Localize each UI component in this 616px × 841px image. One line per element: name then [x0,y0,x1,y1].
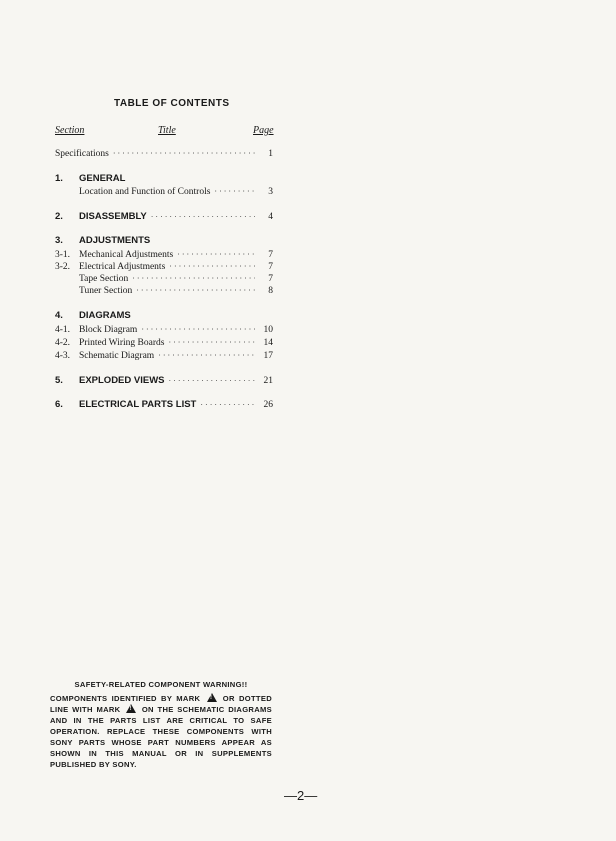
section-label: ELECTRICAL PARTS LIST [79,399,197,410]
entry-number: 3-2. [55,262,71,272]
entry-page: 1 [268,149,273,159]
entry-label: Printed Wiring Boards [79,338,165,348]
dot-leader [158,351,255,360]
entry-page: 26 [263,400,273,410]
dot-leader [136,286,255,295]
dot-leader [168,338,255,347]
warning-title: SAFETY-RELATED COMPONENT WARNING!! [74,680,248,689]
section-label: ADJUSTMENTS [79,235,151,246]
entry-page: 3 [268,187,273,197]
page-number: —2— [284,788,318,803]
toc-entry-block-diagram[interactable] [55,325,273,339]
warning-text-part2: OR DOTTED LINE WITH MARK [50,694,272,714]
dot-leader [151,212,255,221]
warning-text-part1: COMPONENTS IDENTIFIED BY MARK [50,694,201,703]
toc-title: TABLE OF CONTENTS [114,98,230,109]
safety-warning [50,679,272,770]
page-column-header: Page [253,125,274,136]
entry-label: Electrical Adjustments [79,262,166,272]
warning-triangle-icon [126,704,136,713]
warning-triangle-icon [207,693,217,702]
section-number: 6. [55,399,63,410]
title-column-header: Title [158,125,176,136]
section-number: 3. [55,235,63,246]
section-number: 1. [55,173,63,184]
toc-entry-exploded-views[interactable] [55,375,273,389]
dot-leader [169,262,255,271]
entry-label: Tuner Section [79,286,133,296]
entry-page: 17 [263,351,273,361]
toc-entry-location-controls[interactable] [55,187,273,201]
section-label: GENERAL [79,173,126,184]
entry-label: Location and Function of Controls [79,187,211,197]
section-heading-diagrams[interactable] [55,310,131,321]
section-number: 5. [55,375,63,386]
entry-page: 7 [268,274,273,284]
entry-label: Block Diagram [79,325,138,335]
section-number: 2. [55,211,63,222]
warning-text-part3: ON THE SCHEMATIC DIAGRAMS AND IN THE PARTS LIST ARE CRITICAL TO SAFE OPERATION. REPLACE THESE COMPONENTS WITH SONY PARTS WHOSE PART NUMBERS APPEAR AS SHOWN IN THIS MANUAL OR IN SUPPLEMENTS PUBLISHED BY SONY. [50,705,272,769]
entry-page: 21 [263,376,273,386]
dot-leader [214,187,255,196]
toc-entry-tuner-section[interactable] [55,286,273,300]
toc-entry-electrical-parts-list[interactable] [55,399,273,413]
entry-page: 7 [268,262,273,272]
dot-leader [169,376,255,385]
section-label: EXPLODED VIEWS [79,375,165,386]
entry-page: 7 [268,250,273,260]
section-label: DISASSEMBLY [79,211,147,222]
warning-body [50,693,272,770]
entry-page: 8 [268,286,273,296]
toc-entry-printed-wiring-boards[interactable] [55,338,273,352]
entry-label: Tape Section [79,274,129,284]
toc-entry-specifications[interactable] [55,149,273,163]
section-number: 4. [55,310,63,321]
section-heading-general[interactable] [55,173,125,184]
toc-entry-schematic-diagram[interactable] [55,351,273,365]
dot-leader [141,325,255,334]
entry-page: 4 [268,212,273,222]
section-heading-adjustments[interactable] [55,235,150,246]
entry-number: 4-3. [55,351,71,361]
entry-label: Mechanical Adjustments [79,250,174,260]
dot-leader [113,149,255,158]
entry-label: Schematic Diagram [79,351,155,361]
entry-page: 10 [263,325,273,335]
dot-leader [132,274,255,283]
section-label: DIAGRAMS [79,310,131,321]
dot-leader [200,400,255,409]
entry-number: 4-1. [55,325,71,335]
entry-number: 4-2. [55,338,71,348]
section-column-header: Section [55,125,85,136]
entry-label: Specifications [55,149,109,159]
entry-page: 14 [263,338,273,348]
toc-entry-disassembly[interactable] [55,211,273,225]
dot-leader [177,250,255,259]
entry-number: 3-1. [55,250,71,260]
